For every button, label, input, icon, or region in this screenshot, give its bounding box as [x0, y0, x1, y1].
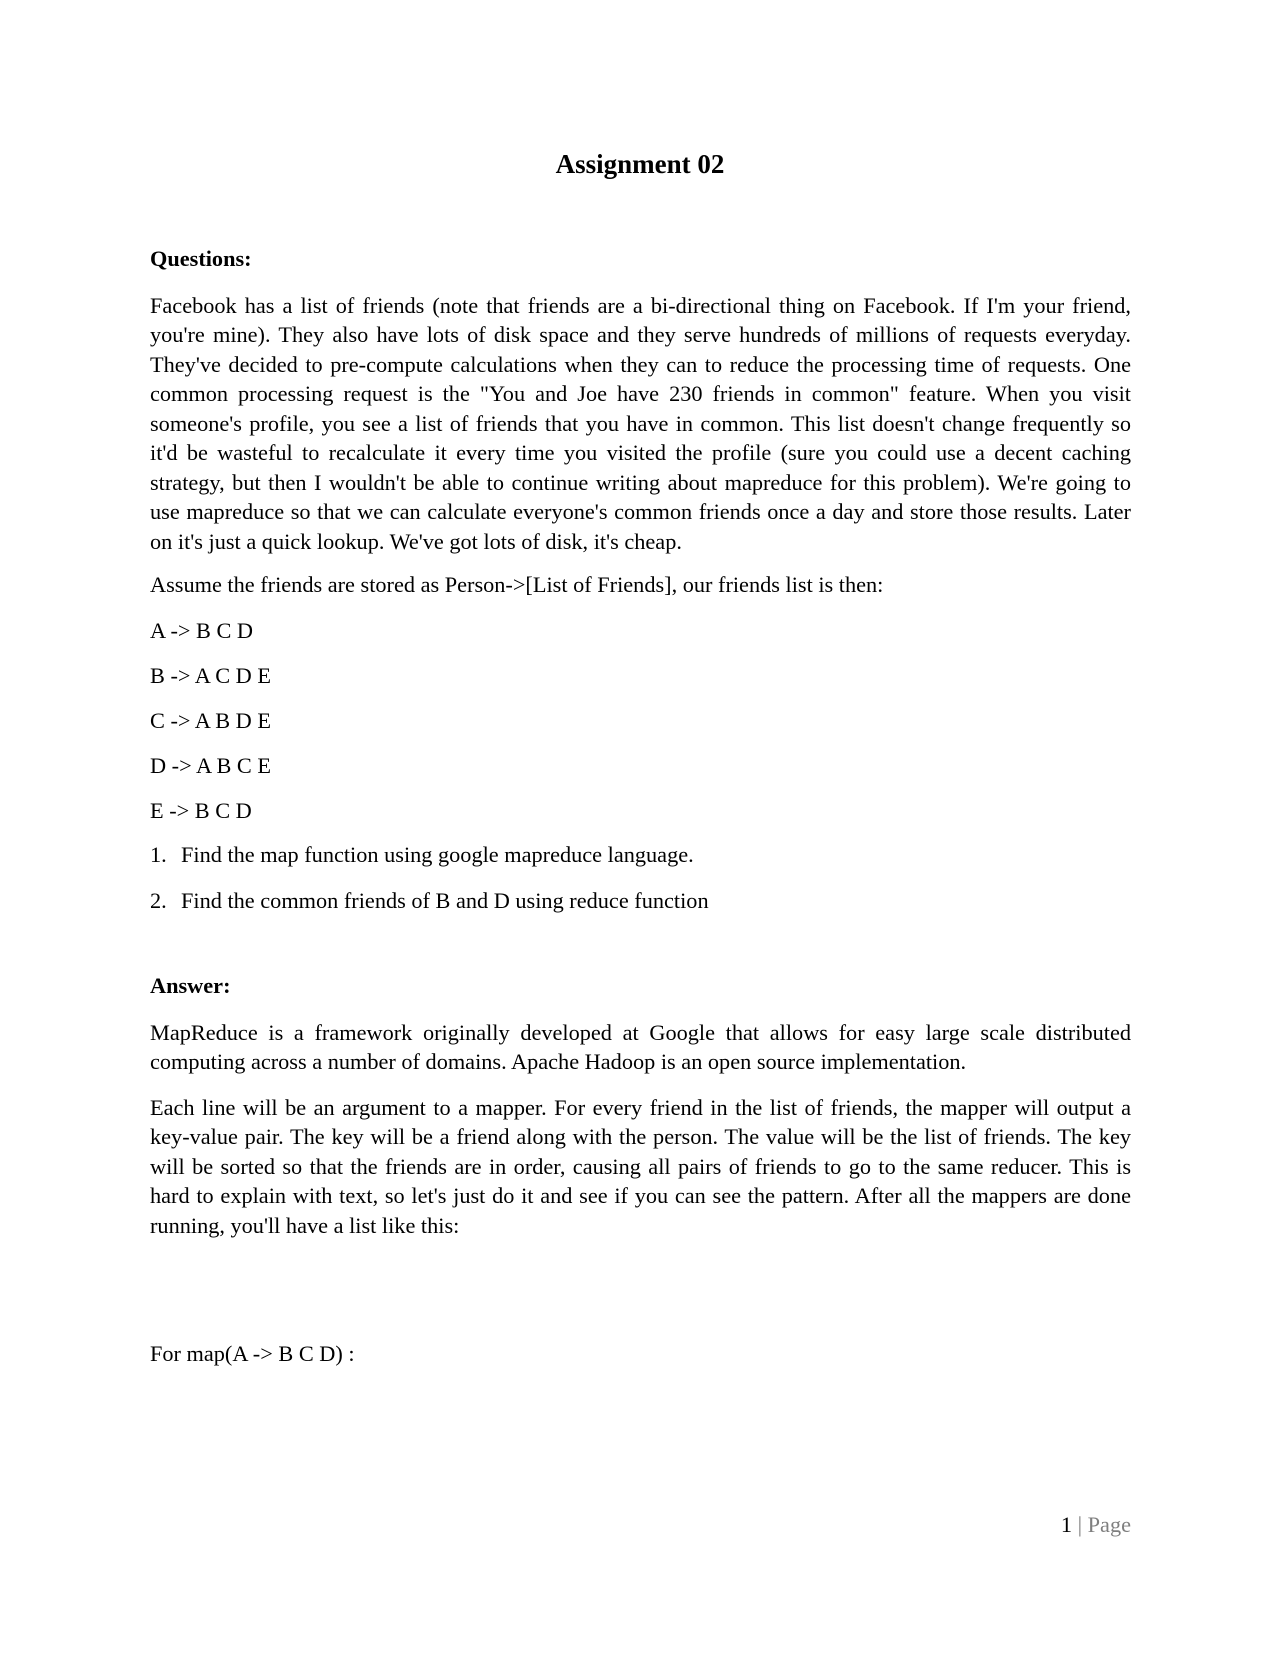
task-number: 1. [150, 842, 167, 867]
page-footer [1061, 1510, 1131, 1540]
friend-list-b: B -> A C D E [150, 663, 271, 688]
friend-list-e: E -> B C D [150, 797, 252, 823]
answer-heading: Answer: [150, 973, 231, 998]
page-number: 1 [1060, 1512, 1073, 1537]
task-text: Find the common friends of B and D using reduce function [181, 887, 709, 913]
document-body [150, 244, 1131, 1369]
task-number: 2. [150, 887, 167, 913]
document-title: Assignment 02 [555, 149, 725, 179]
assume-line: Assume the friends are stored as Person->[List of Friends], our friends list is then: [150, 572, 884, 597]
intro-paragraph: Facebook has a list of friends (note that friends are a bi-directional thing on Facebook. If I'm your friend, you're mine). They also have lots of disk space and they serve hundreds of millions of requests everyday. They've decided to pre-compute calculations when they can to reduce the processing time of requests. One common processing request is the "You and Joe have 230 friends in common" feature. When you visit someone's profile, you see a list of friends that you have in common. This list doesn't change frequently so it'd be wasteful to recalculate it every time you visited the profile (sure you could use a decent caching strategy, but then I wouldn't be able to continue writing about mapreduce for this problem). We're going to use mapreduce so that we can calculate everyone's common friends once a day and store those results. Later on it's just a quick lookup. We've got lots of disk, it's cheap. [150, 292, 1131, 554]
questions-heading: Questions: [150, 246, 252, 271]
friend-list-c: C -> A B D E [150, 707, 271, 733]
answer-paragraph-1: MapReduce is a framework originally developed at Google that allows for easy large scale distributed computing across a number of domains. Apache Hadoop is an open source implementation. [150, 1019, 1131, 1074]
page-label: Page [1087, 1512, 1131, 1537]
footer-separator: | [1077, 1512, 1083, 1537]
friend-list-d: D -> A B C E [150, 753, 271, 778]
friend-list-a: A -> B C D [150, 617, 254, 643]
map-line: For map(A -> B C D) : [150, 1341, 355, 1366]
task-item-2 [150, 886, 1131, 916]
answer-paragraph-2: Each line will be an argument to a mapper. For every friend in the list of friends, the mapper will output a key-value pair. The key will be a friend along with the person. The value will be the list of friends. The key will be sorted so that the friends are in order, causing all pairs of friends to go to the same reducer. This is hard to explain with text, so let's just do it and see if you can see the pattern. After all the mappers are done running, you'll have a list like this: [150, 1094, 1131, 1238]
task-text: Find the map function using google mapreduce language. [181, 842, 694, 867]
task-item-1 [150, 840, 1131, 870]
